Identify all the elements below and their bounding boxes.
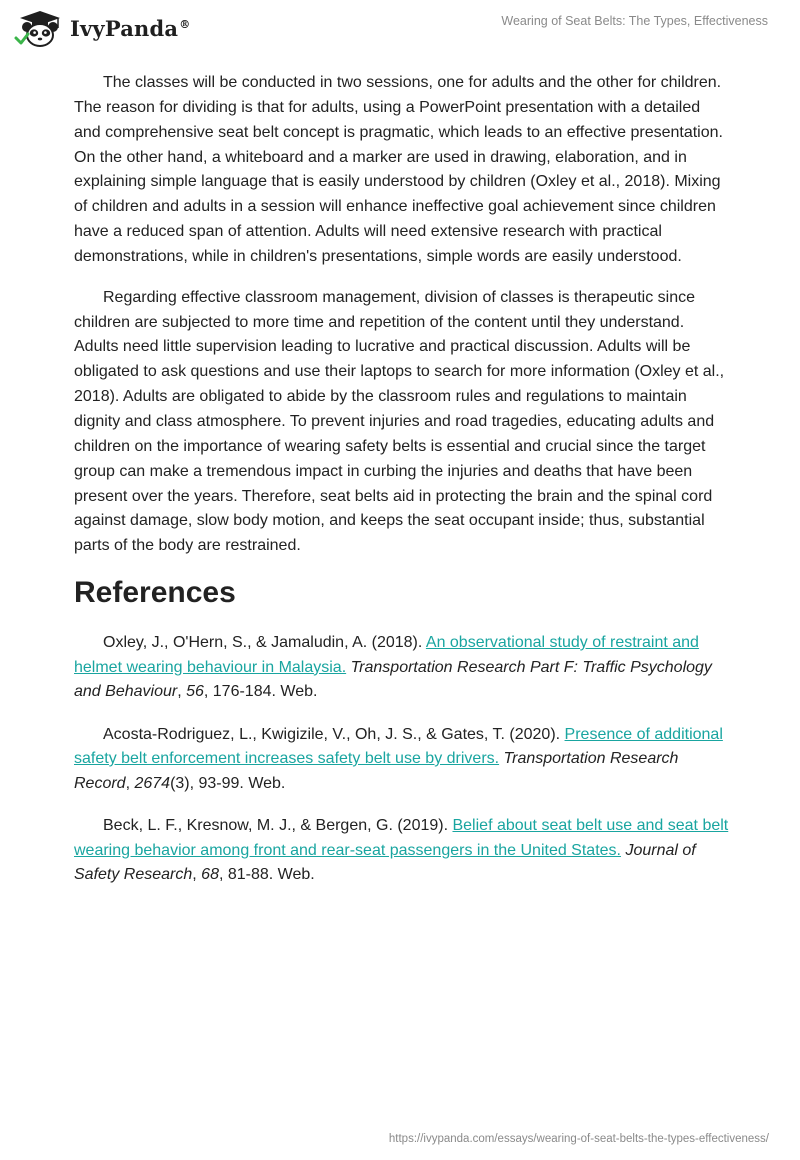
reference-volume: 2674 [134, 774, 171, 792]
logo-text: IvyPanda [70, 15, 179, 41]
reference-details: , 81-88. Web. [218, 866, 315, 884]
references-heading: References [74, 576, 236, 610]
reference-title-link[interactable]: Presence of additional safety belt enforcement increases safety belt use by drivers. [74, 725, 723, 768]
reference-authors: Acosta-Rodriguez, L., Kwigizile, V., Oh, J. S., & Gates, T. (2020). [103, 725, 565, 743]
reference-journal: Journal of Safety Research [74, 841, 696, 884]
reference-item: Oxley, J., O'Hern, S., & Jamaludin, A. (2018). An observational study of restraint and helmet wearing behaviour in Malaysia. Transportation Research Part F: Traffic Psychology and Behaviour, 56, 176-184. Web. [74, 634, 712, 701]
document-body [74, 71, 730, 906]
reference-journal: Transportation Research Record [74, 750, 679, 792]
reference-volume: 56 [186, 683, 204, 701]
ivypanda-logo[interactable] [12, 8, 190, 48]
logo-wordmark [70, 16, 190, 41]
body-paragraph: Regarding effective classroom management, division of classes is therapeutic since children are subjected to more time and repetition of the content until they understand. Adults need little supervision leading to lucrative and practical discussion. Adults will be obligated to ask questions and use their laptops to search for more information (Oxley et al., 2018). Adults are obligated to abide by the classroom rules and regulations to maintain dignity and class atmosphere. To prevent injuries and road tragedies, educating adults and children on the importance of wearing safety belts is essential and crucial since the target group can make a tremendous impact in curbing the injuries and deaths that have been present over the years. Therefore, seat belts aid in protecting the brain and the spinal cord against damage, slow body motion, and keeps the seat occupant inside; thus, substantial parts of the body are restrained. [74, 288, 725, 555]
reference-details: (3), 93-99. Web. [170, 774, 286, 792]
reference-item: Beck, L. F., Kresnow, M. J., & Bergen, G. (2019). Belief about seat belt use and seat belt wearing behavior among front and rear-seat passengers in the United States. Journal of Safety Research, 68, 81-88. Web. [74, 817, 729, 884]
page-header [0, 0, 800, 70]
reference-title-link[interactable]: Belief about seat belt use and seat belt wearing behavior among front and rear-seat passengers in the United States. [74, 817, 729, 859]
reference-title-link[interactable]: An observational study of restraint and helmet wearing behaviour in Malaysia. [74, 634, 699, 676]
reference-item: Acosta-Rodriguez, L., Kwigizile, V., Oh, J. S., & Gates, T. (2020). Presence of additional safety belt enforcement increases safety belt use by drivers. Transportation Research Record, 2674(3), 93-99. Web. [74, 725, 723, 792]
reference-authors: Oxley, J., O'Hern, S., & Jamaludin, A. (2018). [103, 634, 426, 652]
footer-url[interactable]: https://ivypanda.com/essays/wearing-of-seat-belts-the-types-effectiveness/ [388, 1133, 769, 1145]
reference-journal: Transportation Research Part F: Traffic Psychology and Behaviour [74, 658, 712, 701]
reference-volume: 68 [201, 866, 219, 884]
reference-authors: Beck, L. F., Kresnow, M. J., & Bergen, G. (2019). [103, 817, 453, 835]
reference-details: , 176-184. Web. [203, 683, 318, 701]
panda-logo-icon [12, 8, 66, 48]
running-title: Wearing of Seat Belts: The Types, Effectiveness [501, 14, 768, 28]
registered-mark: ® [179, 17, 191, 31]
body-paragraph: The classes will be conducted in two sessions, one for adults and the other for children. The reason for dividing is that for adults, using a PowerPoint presentation with a detailed and comprehensive seat belt concept is pragmatic, which leads to an effective presentation. On the other hand, a whiteboard and a marker are used in drawing, elaboration, and in explaining simple language that is easily understood by children (Oxley et al., 2018). Mixing of children and adults in a session will enhance ineffective goal achievement since children have a reduced span of attention. Adults will need extensive research with practical demonstrations, while in children's presentations, simple words are easily understood. [74, 74, 723, 265]
